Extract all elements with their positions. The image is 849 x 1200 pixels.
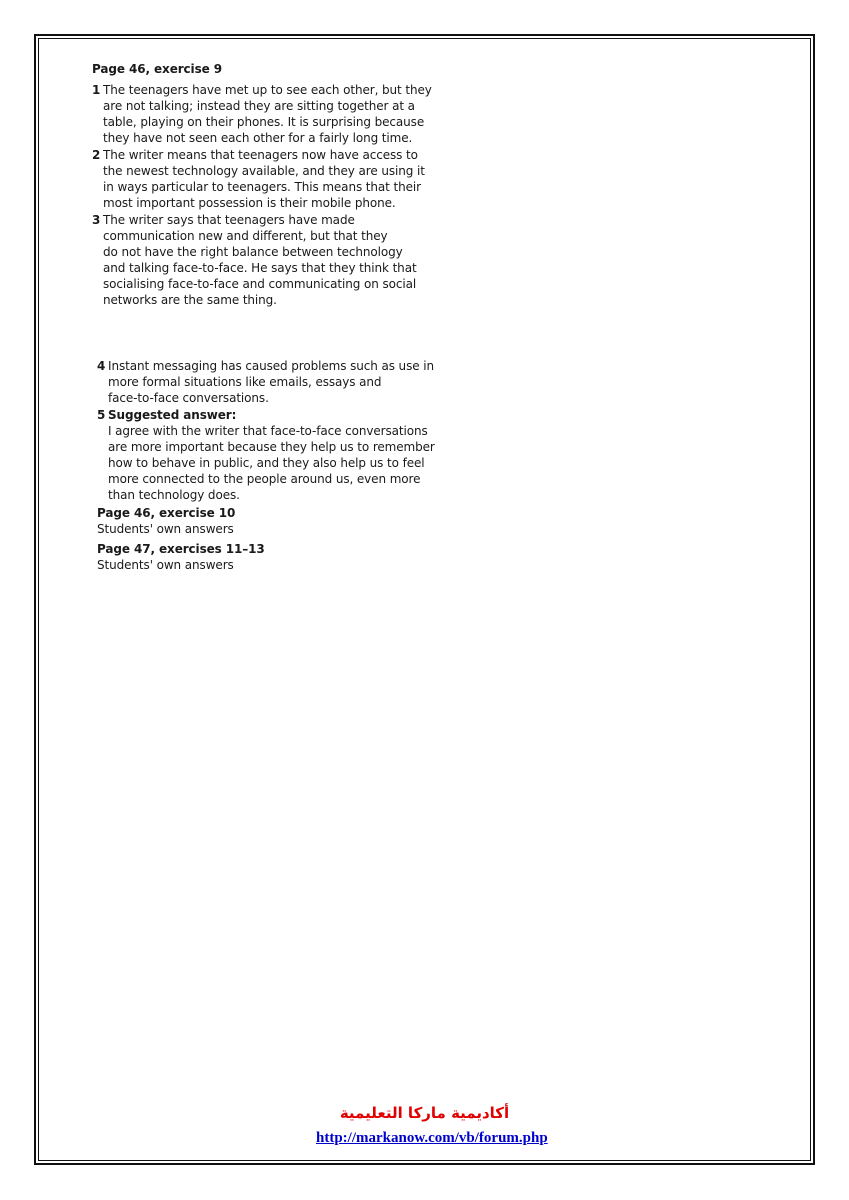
answer-number: 4 [97, 359, 106, 373]
answer-line: face-to-face conversations. [108, 391, 269, 405]
answer-line: communication new and different, but that they [103, 229, 388, 243]
answer-2 [92, 147, 452, 211]
footer-academy-name: أكاديمية ماركا التعليمية [339, 1104, 510, 1122]
answer-5 [97, 407, 457, 503]
answer-line: table, playing on their phones. It is surprising because [103, 115, 425, 129]
answer-line: the newest technology available, and they are using it [103, 164, 425, 178]
answer-line: The writer says that teenagers have made [103, 213, 355, 227]
suggested-answer-label: Suggested answer: [108, 408, 237, 422]
answer-line: how to behave in public, and they also help us to feel [108, 456, 425, 470]
exercise-10-heading: Page 46, exercise 10 [97, 506, 236, 520]
answer-number: 1 [92, 83, 101, 97]
answer-line: I agree with the writer that face-to-face conversations [108, 424, 428, 438]
answer-number: 5 [97, 408, 106, 422]
answer-line: more connected to the people around us, even more [108, 472, 421, 486]
footer-forum-link[interactable]: http://markanow.com/vb/forum.php [316, 1130, 548, 1146]
answer-line: more formal situations like emails, essays and [108, 375, 382, 389]
answer-line: are more important because they help us to remember [108, 440, 435, 454]
answer-line: socialising face-to-face and communicating on social [103, 277, 417, 291]
answer-4 [97, 358, 457, 406]
answer-number: 3 [92, 213, 101, 227]
answer-line: than technology does. [108, 488, 240, 502]
answer-line: do not have the right balance between technology [103, 245, 403, 259]
answer-line: they have not seen each other for a fairly long time. [103, 131, 413, 145]
answer-line: and talking face-to-face. He says that they think that [103, 261, 417, 275]
answer-line: are not talking; instead they are sitting together at a [103, 99, 415, 113]
exercise-9-heading: Page 46, exercise 9 [92, 62, 222, 76]
exercise-10-block [97, 505, 457, 537]
answer-line: The writer means that teenagers now have access to [103, 148, 418, 162]
answer-number: 2 [92, 148, 101, 162]
exercise-11-13-block [97, 541, 457, 573]
answer-line: The teenagers have met up to see each other, but they [103, 83, 432, 97]
exercise-10-text: Students' own answers [97, 522, 234, 536]
answer-line: networks are the same thing. [103, 293, 277, 307]
exercise-9-continued-section [97, 358, 457, 577]
answer-1 [92, 82, 452, 146]
exercise-11-13-heading: Page 47, exercises 11–13 [97, 542, 265, 556]
answer-line: in ways particular to teenagers. This means that their [103, 180, 421, 194]
exercise-11-13-text: Students' own answers [97, 558, 234, 572]
exercise-9-section [92, 61, 452, 309]
answer-line: Instant messaging has caused problems such as use in [108, 359, 434, 373]
answer-3 [92, 212, 452, 308]
answer-line: most important possession is their mobile phone. [103, 196, 396, 210]
